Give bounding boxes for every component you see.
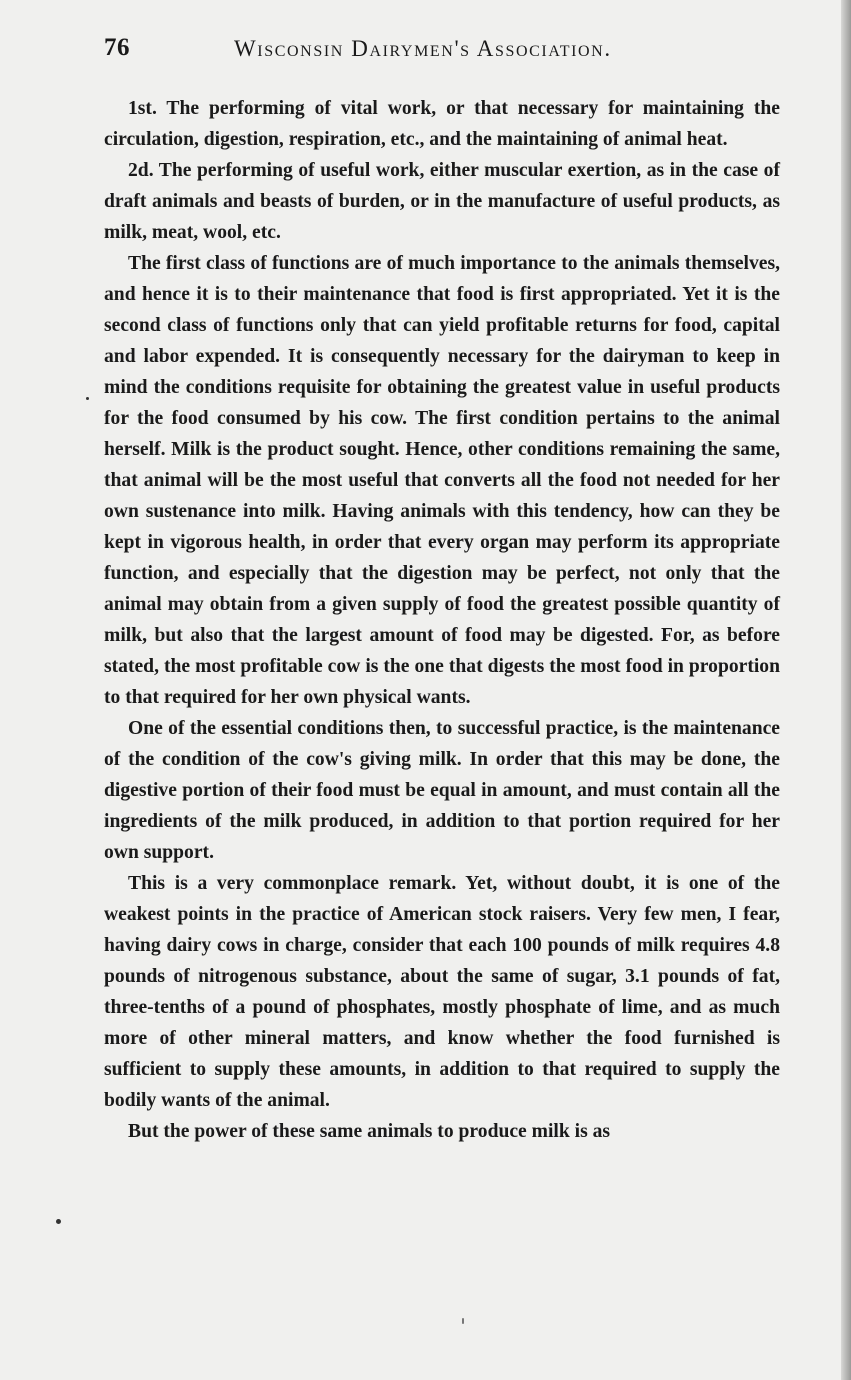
running-title: Wisconsin Dairymen's Association. xyxy=(234,36,612,61)
page-edge-shadow xyxy=(841,0,851,1380)
body-text xyxy=(104,93,780,1147)
paragraph-first-class-functions: The first class of functions are of much importance to the animals themselves, and hence it is to their maintenance that food is first appropriated. Yet it is the second class of functions only that can yield profitable returns for food, capital and labor expended. It is consequently necessary for the dairyman to keep in mind the conditions requisite for obtaining the greatest value in useful products for the food consumed by his cow. The first condition pertains to the animal herself. Milk is the product sought. Hence, other conditions remaining the same, that animal will be the most useful that converts all the food not needed for her own sustenance into milk. Having animals with this tendency, how can they be kept in vigorous health, in order that every organ may perform its appropriate function, and especially that the digestion may be perfect, not only that the animal may obtain from a given supply of food the greatest possible quantity of milk, but also that the largest amount of food may be digested. For, as before stated, the most profitable cow is the one that digests the most food in proportion to that required for her own physical wants. xyxy=(104,253,780,708)
margin-speck xyxy=(56,1219,61,1224)
paragraph-vital-work: 1st. The performing of vital work, or that necessary for maintaining the circulation, digestion, respiration, etc., and the maintaining of animal heat. xyxy=(104,98,780,150)
paragraph-useful-work: 2d. The performing of useful work, either muscular exertion, as in the case of draft animals and beasts of burden, or in the manufacture of useful products, as milk, meat, wool, etc. xyxy=(104,160,780,243)
margin-speck xyxy=(86,397,89,400)
paragraph-essential-conditions: One of the essential conditions then, to successful practice, is the maintenance of the condition of the cow's giving milk. In order that this may be done, the digestive portion of their food must be equal in amount, and must contain all the ingredients of the milk produced, in addition to that portion required for her own support. xyxy=(104,718,780,863)
margin-speck xyxy=(462,1318,464,1324)
page-header xyxy=(104,34,784,68)
paragraph-commonplace-remark: This is a very commonplace remark. Yet, without doubt, it is one of the weakest points in the practice of American stock raisers. Very few men, I fear, having dairy cows in charge, consider that each 100 pounds of milk requires 4.8 pounds of nitrogenous substance, about the same of sugar, 3.1 pounds of fat, three-tenths of a pound of phosphates, mostly phosphate of lime, and as much more of other mineral matters, and know whether the food furnished is sufficient to supply these amounts, in addition to that required to supply the bodily wants of the animal. xyxy=(104,873,780,1111)
paragraph-power-to-produce: But the power of these same animals to produce milk is as xyxy=(128,1121,611,1142)
page-number: 76 xyxy=(104,34,130,61)
